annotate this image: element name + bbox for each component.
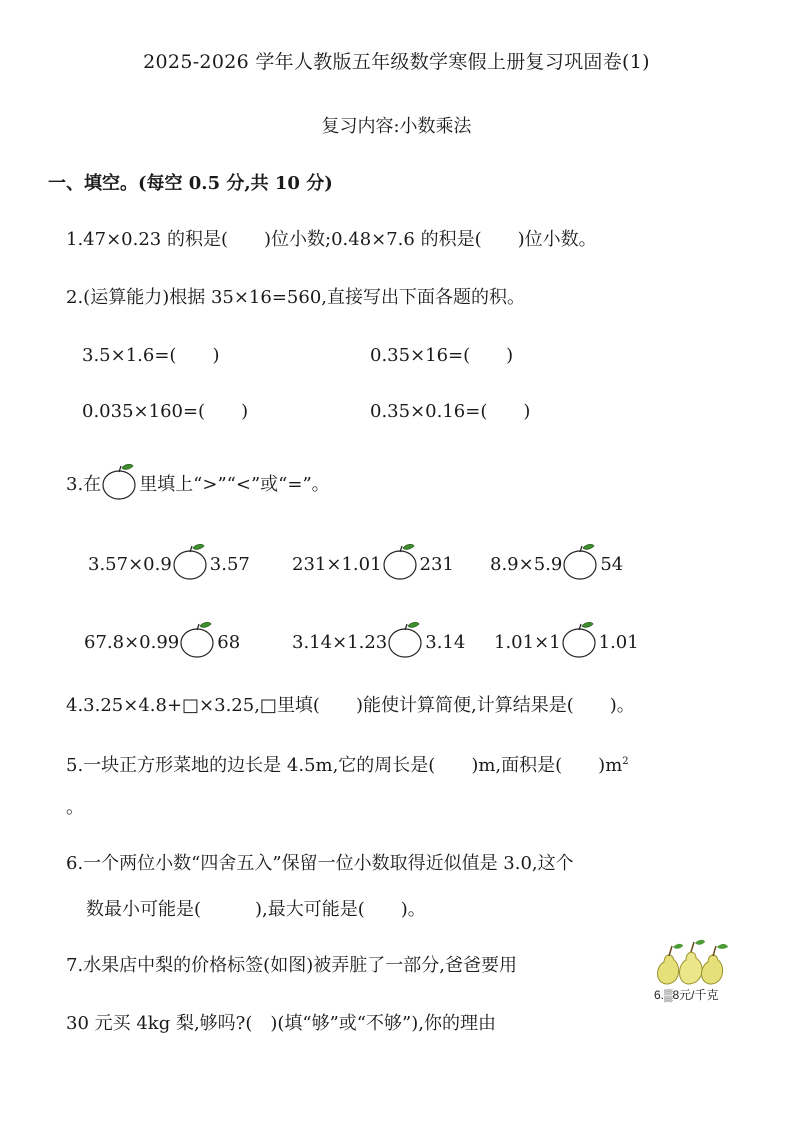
compare-right: 54 [600, 554, 624, 575]
compare-left: 231×1.01 [292, 554, 382, 575]
page-title: 2025-2026 学年人教版五年级数学寒假上册复习巩固卷(1) [143, 51, 650, 73]
question-2c: 0.035×160=( ) [82, 401, 249, 422]
question-7-line2: 30 元买 4kg 梨,够吗?( )(填“够”或“不够”),你的理由 [66, 1013, 496, 1034]
compare-item [494, 626, 639, 660]
compare-left: 8.9×5.9 [490, 554, 563, 575]
compare-item [292, 548, 454, 582]
question-3-stem-pre: 3.在 [66, 474, 102, 495]
question-4: 4.3.25×4.8+□×3.25,□里填( )能使计算简便,计算结果是( )。 [66, 695, 635, 716]
compare-right: 3.57 [209, 554, 250, 575]
apple-icon[interactable] [180, 626, 216, 660]
question-3-stem-post: 里填上“>”“<”或“=”。 [139, 474, 330, 495]
question-3-stem [66, 468, 330, 502]
question-5 [66, 750, 629, 778]
price-tag-label: 6.▒8元/千克 [654, 988, 719, 1002]
compare-item [490, 548, 623, 582]
compare-left: 3.14×1.23 [292, 632, 388, 653]
compare-right: 1.01 [598, 632, 639, 653]
page-subtitle: 复习内容:小数乘法 [321, 116, 472, 137]
compare-item [84, 626, 240, 660]
compare-right: 231 [419, 554, 454, 575]
question-2-stem: 2.(运算能力)根据 35×16=560,直接写出下面各题的积。 [66, 287, 525, 308]
question-1: 1.47×0.23 的积是( )位小数;0.48×7.6 的积是( )位小数。 [66, 229, 597, 250]
question-5-text: 5.一块正方形菜地的边长是 4.5m,它的周长是( )m,面积是( )m [66, 755, 623, 776]
apple-icon[interactable] [173, 548, 209, 582]
question-6-line1: 6.一个两位小数“四舍五入”保留一位小数取得近似值是 3.0,这个 [66, 853, 574, 874]
section-heading: 一、填空。(每空 0.5 分,共 10 分) [48, 173, 333, 194]
compare-left: 3.57×0.9 [88, 554, 172, 575]
question-5-tail: 。 [66, 797, 84, 818]
question-6-line2: 数最小可能是( ),最大可能是( )。 [86, 899, 426, 920]
compare-item [88, 548, 250, 582]
question-5-sup: 2 [622, 756, 629, 767]
question-7-line1: 7.水果店中梨的价格标签(如图)被弄脏了一部分,爸爸要用 [66, 955, 517, 976]
apple-icon [102, 468, 138, 502]
compare-right: 3.14 [425, 632, 466, 653]
compare-item [292, 626, 465, 660]
compare-left: 1.01×1 [494, 632, 561, 653]
compare-left: 67.8×0.99 [84, 632, 180, 653]
compare-right: 68 [217, 632, 241, 653]
apple-icon[interactable] [388, 626, 424, 660]
question-2b: 0.35×16=( ) [370, 345, 514, 366]
apple-icon[interactable] [383, 548, 419, 582]
question-2a: 3.5×1.6=( ) [82, 345, 220, 366]
question-2d: 0.35×0.16=( ) [370, 401, 531, 422]
apple-icon[interactable] [562, 626, 598, 660]
apple-icon[interactable] [563, 548, 599, 582]
